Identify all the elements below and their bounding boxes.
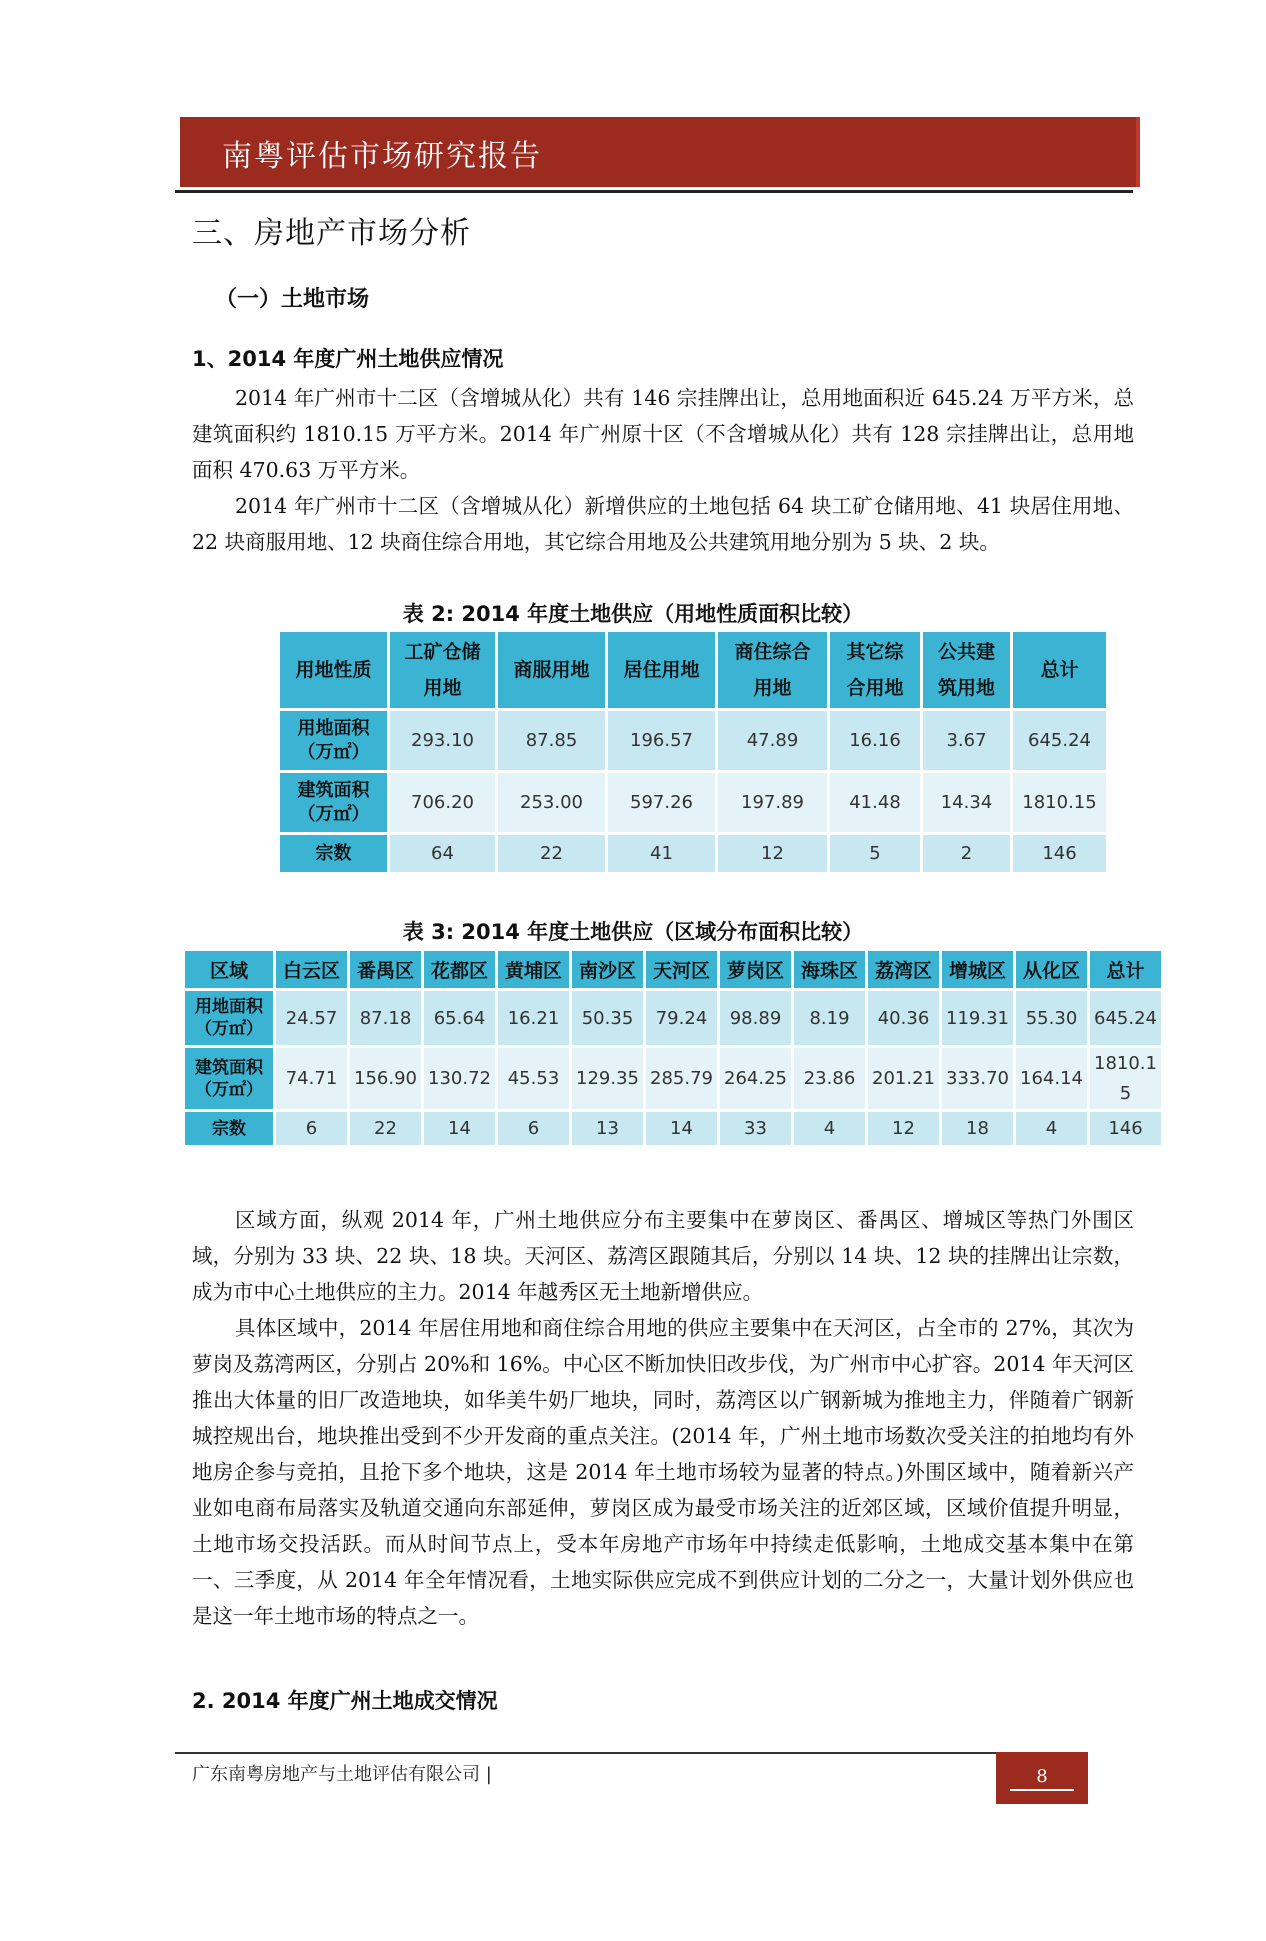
table2-cell: 2 bbox=[923, 832, 1010, 872]
table3-header-cell: 花都区 bbox=[424, 951, 495, 988]
table2-header-cell: 其它综 合用地 bbox=[830, 632, 920, 708]
table2-cell: 47.89 bbox=[718, 708, 827, 770]
paragraph-district-detail: 具体区域中，2014 年居住用地和商住综合用地的供应主要集中在天河区，占全市的 27%，其次为萝岗及荔湾两区，分别占 20%和 16%。中心区不断加快旧改步伐，为广州市中心扩容。2014 年天河区推出大体量的旧厂改造地块，如华美牛奶厂地块，同时，荔湾区以广钢新城为推地主力，伴随着广钢新城控规出台，地块推出受到不少开发商的重点关注。(2014 年，广州土地市场数次受关注的拍地均有外地房企参与竞拍，且抢下多个地块，这是 2014 年土地市场较为显著的特点。)外围区域中，随着新兴产业如电商布局落实及轨道交通向东部延伸，萝岗区成为最受市场关注的近郊区域，区域价值提升明显，土地市场交投活跃。而从时间节点上，受本年房地产市场年中持续走低影响，土地成交基本集中在第一、三季度，从 2014 年全年情况看，土地实际供应完成不到供应计划的二分之一，大量计划外供应也是这一年土地市场的特点之一。 bbox=[192, 1316, 1134, 1628]
table3-header-row bbox=[185, 951, 1161, 988]
table3-cell: 18 bbox=[942, 1109, 1013, 1145]
heading-land-supply: 1、2014 年度广州土地供应情况 bbox=[192, 347, 504, 371]
table3-cell: 45.53 bbox=[498, 1045, 569, 1109]
table2-row-label: 用地面积 （万㎡） bbox=[280, 708, 387, 770]
table3-cell: 6 bbox=[276, 1109, 347, 1145]
table2-row-label: 宗数 bbox=[280, 832, 387, 872]
table3-cell: 74.71 bbox=[276, 1045, 347, 1109]
table2-cell: 597.26 bbox=[608, 770, 715, 832]
table2-cell: 22 bbox=[498, 832, 605, 872]
table3-cell: 14 bbox=[424, 1109, 495, 1145]
table3-cell: 79.24 bbox=[646, 988, 717, 1045]
table3-row-label: 用地面积 （万㎡） bbox=[185, 988, 273, 1045]
paragraph-supply-overview: 2014 年广州市十二区（含增城从化）共有 146 宗挂牌出让，总用地面积近 645.24 万平方米，总建筑面积约 1810.15 万平方米。2014 年广州原十区（不含增城从化）共有 128 宗挂牌出让，总用地面积 470.63 万平方米。 bbox=[192, 386, 1134, 482]
table2-cell: 5 bbox=[830, 832, 920, 872]
table3-cell: 24.57 bbox=[276, 988, 347, 1045]
table3-cell: 6 bbox=[498, 1109, 569, 1145]
sub-section-title: （一）土地市场 bbox=[215, 287, 370, 312]
table3-cell: 98.89 bbox=[720, 988, 791, 1045]
table2-header-cell: 居住用地 bbox=[608, 632, 715, 708]
table3-header-cell: 黄埔区 bbox=[498, 951, 569, 988]
table3-cell: 285.79 bbox=[646, 1045, 717, 1109]
table2-cell: 146 bbox=[1013, 832, 1106, 872]
table3-cell: 13 bbox=[572, 1109, 643, 1145]
table2-cell: 16.16 bbox=[830, 708, 920, 770]
table2-cell: 196.57 bbox=[608, 708, 715, 770]
table2-cell: 645.24 bbox=[1013, 708, 1106, 770]
table2-cell: 706.20 bbox=[390, 770, 495, 832]
footer-divider bbox=[175, 1752, 1087, 1754]
table3-header-cell: 增城区 bbox=[942, 951, 1013, 988]
table3-cell: 50.35 bbox=[572, 988, 643, 1045]
table2-cell: 41 bbox=[608, 832, 715, 872]
heading-land-transactions: 2. 2014 年度广州土地成交情况 bbox=[192, 1689, 498, 1713]
table3-cell: 156.90 bbox=[350, 1045, 421, 1109]
table3-caption: 表 3: 2014 年度土地供应（区域分布面积比较） bbox=[402, 920, 864, 944]
table3-cell: 129.35 bbox=[572, 1045, 643, 1109]
table3-header-cell: 从化区 bbox=[1016, 951, 1087, 988]
table3-header-cell: 总计 bbox=[1090, 951, 1161, 988]
table2-cell: 12 bbox=[718, 832, 827, 872]
table-row bbox=[185, 1109, 1161, 1145]
table3-cell: 4 bbox=[794, 1109, 865, 1145]
table-district-supply bbox=[182, 951, 1164, 1145]
table3-cell: 22 bbox=[350, 1109, 421, 1145]
page-number: 8 bbox=[1010, 1766, 1073, 1791]
table2-cell: 64 bbox=[390, 832, 495, 872]
table2-cell: 1810.15 bbox=[1013, 770, 1106, 832]
table3-cell: 264.25 bbox=[720, 1045, 791, 1109]
table3-cell: 23.86 bbox=[794, 1045, 865, 1109]
table3-cell: 40.36 bbox=[868, 988, 939, 1045]
table3-header-cell: 海珠区 bbox=[794, 951, 865, 988]
table3-cell: 130.72 bbox=[424, 1045, 495, 1109]
table2-header-row bbox=[280, 632, 1106, 708]
table3-cell: 33 bbox=[720, 1109, 791, 1145]
table2-header-cell: 工矿仓储 用地 bbox=[390, 632, 495, 708]
table2-cell: 293.10 bbox=[390, 708, 495, 770]
report-title: 南粤评估市场研究报告 bbox=[222, 139, 542, 174]
table3-header-cell: 荔湾区 bbox=[868, 951, 939, 988]
report-header-bar bbox=[180, 117, 1140, 187]
table3-cell: 87.18 bbox=[350, 988, 421, 1045]
table2-header-cell: 公共建 筑用地 bbox=[923, 632, 1010, 708]
table3-header-cell: 天河区 bbox=[646, 951, 717, 988]
table-row bbox=[280, 832, 1106, 872]
table-row bbox=[280, 708, 1106, 770]
table2-cell: 41.48 bbox=[830, 770, 920, 832]
header-divider bbox=[175, 190, 1133, 193]
table2-cell: 253.00 bbox=[498, 770, 605, 832]
table2-header-cell: 总计 bbox=[1013, 632, 1106, 708]
table-land-use-supply bbox=[277, 632, 1109, 872]
table-row bbox=[185, 1045, 1161, 1109]
paragraph-district-overview: 区域方面，纵观 2014 年，广州土地供应分布主要集中在萝岗区、番禺区、增城区等热门外围区域，分别为 33 块、22 块、18 块。天河区、荔湾区跟随其后，分别以 14 块、12 块的挂牌出让宗数，成为市中心土地供应的主力。2014 年越秀区无土地新增供应。 bbox=[192, 1208, 1134, 1304]
table3-cell: 201.21 bbox=[868, 1045, 939, 1109]
table3-header-cell: 白云区 bbox=[276, 951, 347, 988]
table3-cell: 12 bbox=[868, 1109, 939, 1145]
table3-cell: 8.19 bbox=[794, 988, 865, 1045]
table-row bbox=[280, 770, 1106, 832]
table3-row-label: 宗数 bbox=[185, 1109, 273, 1145]
table2-cell: 87.85 bbox=[498, 708, 605, 770]
table3-row-label: 建筑面积 （万㎡） bbox=[185, 1045, 273, 1109]
table3-header-cell: 区域 bbox=[185, 951, 273, 988]
paragraph-supply-types: 2014 年广州市十二区（含增城从化）新增供应的土地包括 64 块工矿仓储用地、41 块居住用地、22 块商服用地、12 块商住综合用地，其它综合用地及公共建筑用地分别为 5 块、2 块。 bbox=[192, 494, 1134, 554]
section-title: 三、房地产市场分析 bbox=[192, 216, 471, 251]
table3-header-cell: 萝岗区 bbox=[720, 951, 791, 988]
table2-header-cell: 商服用地 bbox=[498, 632, 605, 708]
table2-header-cell: 商住综合 用地 bbox=[718, 632, 827, 708]
table3-cell: 4 bbox=[1016, 1109, 1087, 1145]
page-number-box bbox=[996, 1752, 1088, 1804]
table2-caption: 表 2: 2014 年度土地供应（用地性质面积比较） bbox=[402, 602, 864, 626]
table3-cell: 146 bbox=[1090, 1109, 1161, 1145]
table3-cell: 119.31 bbox=[942, 988, 1013, 1045]
footer-company: 广东南粤房地产与土地评估有限公司 | bbox=[192, 1764, 492, 1785]
table3-cell: 55.30 bbox=[1016, 988, 1087, 1045]
table3-cell: 645.24 bbox=[1090, 988, 1161, 1045]
table2-row-label: 建筑面积 （万㎡） bbox=[280, 770, 387, 832]
table3-cell: 16.21 bbox=[498, 988, 569, 1045]
table3-cell: 333.70 bbox=[942, 1045, 1013, 1109]
table3-header-cell: 番禺区 bbox=[350, 951, 421, 988]
table3-header-cell: 南沙区 bbox=[572, 951, 643, 988]
table3-cell: 65.64 bbox=[424, 988, 495, 1045]
table2-cell: 197.89 bbox=[718, 770, 827, 832]
table2-header-cell: 用地性质 bbox=[280, 632, 387, 708]
table2-cell: 14.34 bbox=[923, 770, 1010, 832]
table-row bbox=[185, 988, 1161, 1045]
table3-cell: 164.14 bbox=[1016, 1045, 1087, 1109]
table3-cell: 1810.1 5 bbox=[1090, 1045, 1161, 1109]
table3-cell: 14 bbox=[646, 1109, 717, 1145]
table2-cell: 3.67 bbox=[923, 708, 1010, 770]
